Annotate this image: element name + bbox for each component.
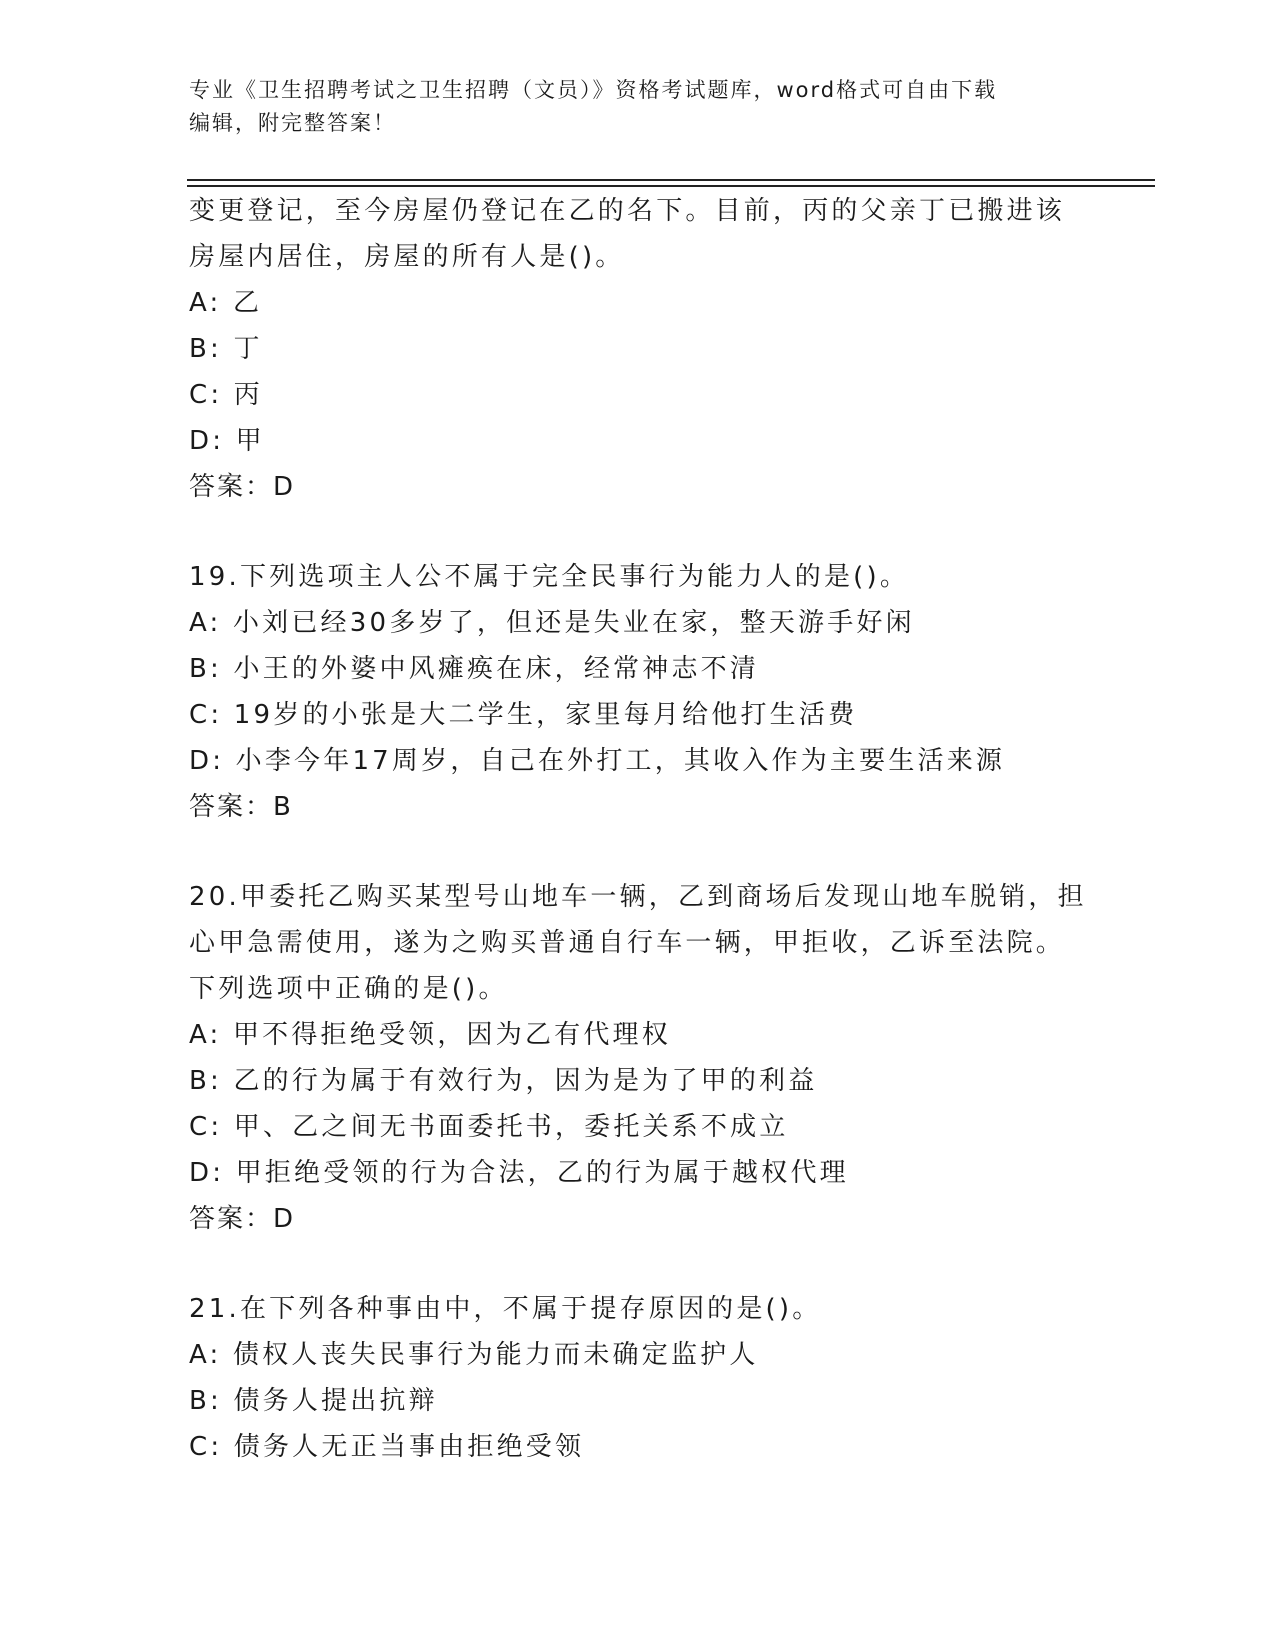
document-header xyxy=(189,74,1089,140)
question-21 xyxy=(189,1286,1149,1470)
question-text-line: 心甲急需使用，遂为之购买普通自行车一辆，甲拒收，乙诉至法院。 xyxy=(189,928,1066,958)
header-divider-bottom xyxy=(187,185,1155,187)
option-b: B: 小王的外婆中风瘫痪在床，经常神志不清 xyxy=(189,654,760,684)
question-text-line: 下列选项中正确的是()。 xyxy=(189,974,508,1004)
option-c: C: 甲、乙之间无书面委托书，委托关系不成立 xyxy=(189,1112,789,1142)
document-body xyxy=(189,188,1149,1470)
header-line-2: 编辑，附完整答案！ xyxy=(189,111,396,135)
question-text-line: 20.甲委托乙购买某型号山地车一辆，乙到商场后发现山地车脱销，担 xyxy=(189,882,1087,912)
option-a: A: 乙 xyxy=(189,288,263,318)
question-spacer xyxy=(189,510,1149,554)
question-text-line: 房屋内居住，房屋的所有人是()。 xyxy=(189,242,625,272)
question-18 xyxy=(189,188,1149,510)
option-c: C: 债务人无正当事由拒绝受领 xyxy=(189,1432,585,1462)
option-a: A: 债权人丧失民事行为能力而未确定监护人 xyxy=(189,1340,759,1370)
option-c: C: 19岁的小张是大二学生，家里每月给他打生活费 xyxy=(189,700,858,730)
question-spacer xyxy=(189,1242,1149,1286)
answer-line: 答案：D xyxy=(189,472,296,502)
option-b: B: 乙的行为属于有效行为，因为是为了甲的利益 xyxy=(189,1066,818,1096)
header-line-1: 专业《卫生招聘考试之卫生招聘（文员）》资格考试题库，word格式可自由下载 xyxy=(189,78,998,102)
answer-line: 答案：B xyxy=(189,792,293,822)
option-a: A: 小刘已经30多岁了，但还是失业在家，整天游手好闲 xyxy=(189,608,915,638)
option-b: B: 丁 xyxy=(189,334,263,364)
option-a: A: 甲不得拒绝受领，因为乙有代理权 xyxy=(189,1020,671,1050)
question-20 xyxy=(189,874,1149,1242)
option-c: C: 丙 xyxy=(189,380,263,410)
header-divider-top xyxy=(187,179,1155,181)
answer-line: 答案：D xyxy=(189,1204,296,1234)
question-text-line: 变更登记，至今房屋仍登记在乙的名下。目前，丙的父亲丁已搬进该 xyxy=(189,196,1066,226)
option-d: D: 甲 xyxy=(189,426,265,456)
question-spacer xyxy=(189,830,1149,874)
option-d: D: 甲拒绝受领的行为合法，乙的行为属于越权代理 xyxy=(189,1158,849,1188)
option-d: D: 小李今年17周岁，自己在外打工，其收入作为主要生活来源 xyxy=(189,746,1006,776)
question-text-line: 21.在下列各种事由中，不属于提存原因的是()。 xyxy=(189,1294,822,1324)
question-19 xyxy=(189,554,1149,830)
question-text-line: 19.下列选项主人公不属于完全民事行为能力人的是()。 xyxy=(189,562,910,592)
option-b: B: 债务人提出抗辩 xyxy=(189,1386,438,1416)
